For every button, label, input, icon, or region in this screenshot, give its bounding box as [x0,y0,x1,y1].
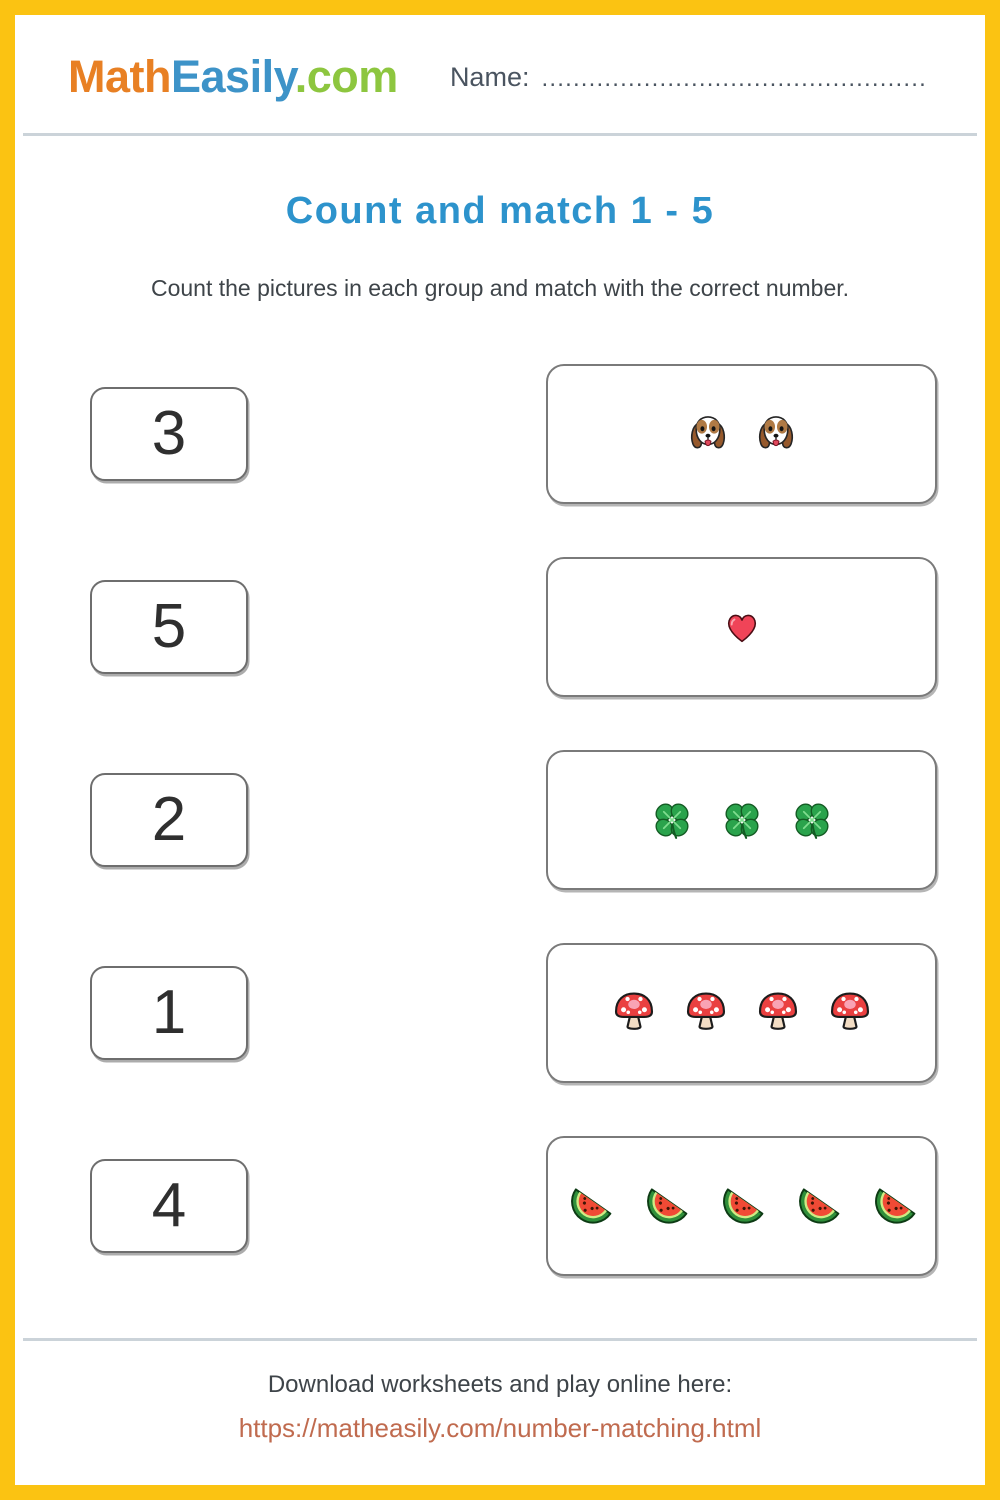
icon-group [611,990,873,1036]
icon-group [722,607,762,647]
number-label: 2 [151,785,187,854]
dog-icon [755,413,797,455]
logo-part-easily: Easily [171,51,295,102]
watermelon-icon [869,1181,919,1231]
mushroom-icon [611,990,657,1036]
worksheet-instruction: Count the pictures in each group and match with the correct number. [150,275,850,301]
worksheet-row [15,750,985,890]
worksheet-row [15,1136,985,1276]
number-label: 4 [151,1171,187,1240]
name-fill-line: ................................................. [541,64,927,92]
watermelon-icon [565,1181,615,1231]
picture-box[interactable] [546,750,937,890]
clover-icon [720,798,764,842]
mushroom-icon [755,990,801,1036]
number-box[interactable] [90,1159,248,1253]
worksheet-row [15,557,985,697]
dog-icon [687,413,729,455]
picture-box[interactable] [546,557,937,697]
header-divider [23,133,977,136]
number-label: 5 [151,592,187,661]
icon-group [687,413,797,455]
number-box[interactable] [90,773,248,867]
picture-box[interactable] [546,364,937,504]
number-box[interactable] [90,387,248,481]
clover-icon [790,798,834,842]
logo-part-com: .com [294,51,398,102]
number-label: 3 [151,399,187,468]
name-label: Name: [449,61,530,92]
site-logo [68,51,398,103]
worksheet-row [15,943,985,1083]
footer-link[interactable]: https://matheasily.com/number-matching.html [238,1413,762,1443]
worksheet-row [15,364,985,504]
icon-group [565,1181,919,1231]
logo-part-math: Math [68,51,171,102]
footer-divider [23,1338,977,1341]
clover-icon [650,798,694,842]
picture-box[interactable] [546,1136,937,1276]
worksheet-title: Count and match 1 - 5 [285,190,715,232]
footer-text: Download worksheets and play online here: [267,1371,733,1398]
number-box[interactable] [90,966,248,1060]
watermelon-icon [793,1181,843,1231]
icon-group [650,798,834,842]
picture-box[interactable] [546,943,937,1083]
mushroom-icon [827,990,873,1036]
number-label: 1 [151,978,187,1047]
mushroom-icon [683,990,729,1036]
heart-icon [722,607,762,647]
name-field [450,62,927,93]
watermelon-icon [717,1181,767,1231]
watermelon-icon [641,1181,691,1231]
number-box[interactable] [90,580,248,674]
header [15,15,985,133]
worksheet-rows [15,364,985,1276]
